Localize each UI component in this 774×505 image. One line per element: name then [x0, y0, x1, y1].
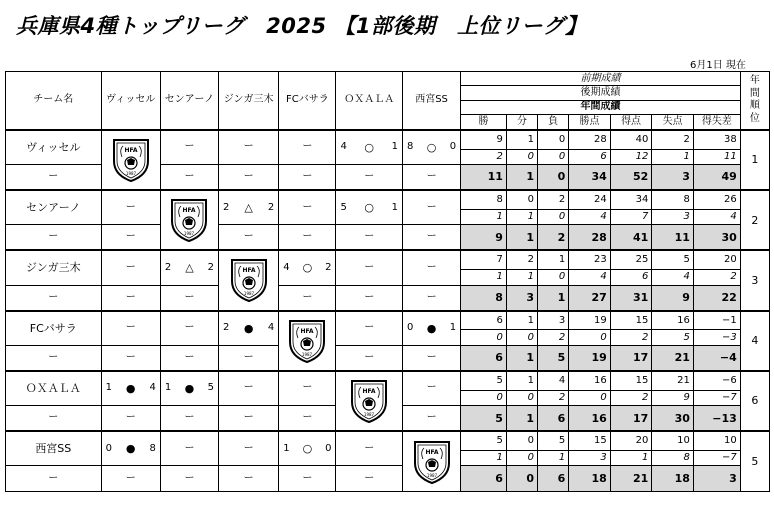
match-result-empty: ー — [279, 130, 336, 165]
team-name: ＯＸＡＬＡ — [6, 371, 102, 406]
match-result-second: ー — [219, 225, 279, 251]
second-half-stat: 0 — [569, 390, 611, 405]
annual-stat: 1 — [506, 406, 537, 432]
team-name: センアーノ — [6, 190, 102, 225]
annual-stat: 41 — [610, 225, 652, 251]
match-result — [219, 190, 279, 225]
self-match-cell — [402, 431, 460, 491]
first-half-stat: 24 — [569, 190, 611, 209]
table-row — [6, 311, 770, 330]
team-name-sub: ー — [6, 225, 102, 251]
first-half-stat: 20 — [610, 431, 652, 450]
result-mark: ○ — [364, 140, 375, 154]
score-opponent: 5 — [207, 382, 215, 394]
first-half-stat: 19 — [569, 311, 611, 330]
second-half-stat: 2 — [610, 330, 652, 345]
column-header-stat: 勝点 — [569, 114, 611, 129]
header-annual: 年間成績 — [461, 100, 741, 114]
first-half-stat: 21 — [652, 371, 694, 390]
first-half-stat: 7 — [461, 250, 507, 269]
annual-stat: 30 — [693, 225, 740, 251]
score-opponent: 2 — [267, 201, 275, 213]
table-row — [6, 431, 770, 450]
match-result-second: ー — [101, 466, 160, 492]
match-result-second: ー — [279, 225, 336, 251]
annual-stat: 16 — [569, 406, 611, 432]
annual-stat: 9 — [652, 285, 694, 311]
result-mark: ● — [243, 321, 254, 335]
annual-rank: 3 — [740, 250, 769, 310]
second-half-stat: 0 — [506, 390, 537, 405]
annual-stat: 0 — [506, 466, 537, 492]
annual-stat: 6 — [461, 345, 507, 371]
annual-rank: 4 — [740, 311, 769, 371]
team-name-sub: ー — [6, 285, 102, 311]
match-result-second: ー — [279, 164, 336, 190]
crest-text: HFA — [182, 207, 196, 215]
first-half-stat: 1 — [538, 250, 569, 269]
annual-stat: 28 — [569, 225, 611, 251]
result-mark: ● — [426, 321, 437, 335]
first-half-stat: 3 — [538, 311, 569, 330]
column-header-team: チーム名 — [6, 72, 102, 130]
first-half-stat: 1 — [506, 130, 537, 149]
annual-stat: 21 — [610, 466, 652, 492]
match-result-empty: ー — [160, 431, 218, 466]
result-mark: ● — [184, 381, 195, 395]
first-half-stat: 5 — [461, 431, 507, 450]
match-result-second: ー — [402, 406, 460, 432]
crest-year: 1987 — [184, 231, 195, 237]
first-half-stat: 26 — [693, 190, 740, 209]
match-result-second: ー — [101, 225, 160, 251]
team-name-sub: ー — [6, 466, 102, 492]
score-own: 0 — [406, 322, 414, 334]
score-opponent: 0 — [449, 141, 457, 153]
score-opponent: 8 — [149, 442, 156, 454]
score-own: 2 — [223, 322, 230, 334]
annual-stat: 49 — [693, 164, 740, 190]
result-mark: △ — [185, 261, 194, 275]
crest-text: HFA — [242, 267, 256, 275]
column-header-opponent: ヴィッセル — [101, 72, 160, 130]
page-title: 兵庫県4種トップリーグ 2025 【1部後期 上位リーグ】 — [16, 14, 587, 38]
second-half-stat: 0 — [461, 390, 507, 405]
annual-rank: 5 — [740, 431, 769, 491]
first-half-stat: 15 — [569, 431, 611, 450]
annual-rank: 1 — [740, 130, 769, 190]
first-half-stat: 6 — [461, 311, 507, 330]
score-opponent: 1 — [391, 201, 398, 213]
second-half-stat: 2 — [538, 330, 569, 345]
first-half-stat: 25 — [610, 250, 652, 269]
match-result-second: ー — [336, 466, 403, 492]
match-result-second: ー — [160, 345, 218, 371]
table-row — [6, 345, 770, 371]
match-result — [101, 371, 160, 406]
column-header-stat: 負 — [538, 114, 569, 129]
match-result-second: ー — [336, 285, 403, 311]
second-half-stat: 7 — [610, 209, 652, 224]
column-header-stat: 得失差 — [693, 114, 740, 129]
match-result — [402, 130, 460, 165]
first-half-stat: 2 — [506, 250, 537, 269]
first-half-stat: 15 — [610, 371, 652, 390]
match-result — [336, 130, 403, 165]
second-half-stat: 0 — [506, 451, 537, 466]
match-result-second: ー — [160, 466, 218, 492]
match-result-second: ー — [336, 345, 403, 371]
match-result-second: ー — [336, 164, 403, 190]
second-half-stat: 3 — [652, 209, 694, 224]
first-half-stat: 4 — [538, 371, 569, 390]
score-own: 1 — [164, 382, 172, 394]
second-half-stat: 0 — [569, 330, 611, 345]
annual-stat: 11 — [652, 225, 694, 251]
annual-stat: 3 — [506, 285, 537, 311]
first-half-stat: 16 — [569, 371, 611, 390]
association-crest-icon — [111, 137, 151, 183]
second-half-stat: 11 — [693, 149, 740, 164]
column-header-stat: 得点 — [610, 114, 652, 129]
result-mark: ○ — [364, 201, 375, 215]
annual-stat: 8 — [461, 285, 507, 311]
second-half-stat: 4 — [693, 209, 740, 224]
first-half-stat: 2 — [652, 130, 694, 149]
first-half-stat: 9 — [461, 130, 507, 149]
match-result-second: ー — [101, 345, 160, 371]
first-half-stat: 0 — [538, 130, 569, 149]
crest-text: HFA — [425, 448, 439, 456]
annual-stat: 21 — [652, 345, 694, 371]
self-match-cell — [101, 130, 160, 190]
self-match-cell — [160, 190, 218, 250]
annual-stat: 52 — [610, 164, 652, 190]
match-result-empty: ー — [219, 431, 279, 466]
second-half-stat: 4 — [652, 270, 694, 285]
column-header-opponent: 西宮SS — [402, 72, 460, 130]
annual-stat: 1 — [506, 225, 537, 251]
match-result-second: ー — [279, 406, 336, 432]
annual-stat: 17 — [610, 406, 652, 432]
first-half-stat: 1 — [506, 371, 537, 390]
table-row — [6, 466, 770, 492]
self-match-cell — [219, 250, 279, 310]
match-result-empty: ー — [101, 190, 160, 225]
self-match-cell — [279, 311, 336, 371]
match-result-second: ー — [219, 164, 279, 190]
crest-text: HFA — [300, 327, 314, 335]
annual-stat: 0 — [538, 164, 569, 190]
annual-stat: −4 — [693, 345, 740, 371]
annual-stat: 6 — [461, 466, 507, 492]
column-header-rank: 年 間 順 位 — [740, 72, 769, 130]
annual-stat: 11 — [461, 164, 507, 190]
match-result-second: ー — [160, 164, 218, 190]
header-second-half: 後期成績 — [461, 86, 741, 100]
first-half-stat: 10 — [652, 431, 694, 450]
annual-stat: 31 — [610, 285, 652, 311]
column-header-stat: 分 — [506, 114, 537, 129]
first-half-stat: 28 — [569, 130, 611, 149]
first-half-stat: 23 — [569, 250, 611, 269]
score-opponent: 1 — [449, 322, 457, 334]
match-result-second: ー — [279, 466, 336, 492]
column-header-opponent: ＯＸＡＬＡ — [336, 72, 403, 130]
result-mark: ○ — [302, 261, 313, 275]
annual-stat: 3 — [693, 466, 740, 492]
second-half-stat: 8 — [652, 451, 694, 466]
match-result-second: ー — [160, 406, 218, 432]
table-row — [6, 190, 770, 209]
annual-stat: 17 — [610, 345, 652, 371]
match-result-second: ー — [336, 225, 403, 251]
crest-text: HFA — [124, 146, 138, 154]
match-result-second: ー — [101, 285, 160, 311]
match-result — [219, 311, 279, 346]
first-half-stat: 0 — [506, 431, 537, 450]
crest-year: 1987 — [243, 291, 254, 297]
crest-year: 1987 — [125, 170, 136, 176]
result-mark: ○ — [302, 442, 313, 456]
second-half-stat: 2 — [461, 149, 507, 164]
result-mark: ○ — [426, 140, 437, 154]
second-half-stat: 6 — [610, 270, 652, 285]
first-half-stat: 5 — [652, 250, 694, 269]
second-half-stat: 1 — [461, 451, 507, 466]
match-result-empty: ー — [219, 371, 279, 406]
column-header-opponent: センアーノ — [160, 72, 218, 130]
second-half-stat: 9 — [652, 390, 694, 405]
annual-stat: 2 — [538, 225, 569, 251]
match-result-second: ー — [279, 285, 336, 311]
match-result-empty: ー — [101, 311, 160, 346]
second-half-stat: 2 — [693, 270, 740, 285]
crest-year: 1987 — [364, 411, 375, 417]
column-header-opponent: FCバサラ — [279, 72, 336, 130]
annual-stat: 9 — [461, 225, 507, 251]
first-half-stat: 16 — [652, 311, 694, 330]
second-half-stat: 0 — [506, 149, 537, 164]
second-half-stat: 0 — [538, 270, 569, 285]
match-result-empty: ー — [336, 311, 403, 346]
first-half-stat: 2 — [538, 190, 569, 209]
team-name: FCバサラ — [6, 311, 102, 346]
association-crest-icon — [169, 197, 209, 243]
second-half-stat: 5 — [652, 330, 694, 345]
score-own: 0 — [105, 442, 112, 454]
second-half-stat: 1 — [506, 270, 537, 285]
team-name: 西宮SS — [6, 431, 102, 466]
self-match-cell — [336, 371, 403, 431]
match-result-empty: ー — [160, 130, 218, 165]
annual-stat: 18 — [652, 466, 694, 492]
second-half-stat: −7 — [693, 451, 740, 466]
second-half-stat: 1 — [610, 451, 652, 466]
match-result — [101, 431, 160, 466]
score-own: 5 — [340, 201, 347, 213]
header-first-half: 前期成績 — [461, 72, 741, 86]
first-half-stat: 5 — [538, 431, 569, 450]
table-row — [6, 285, 770, 311]
table-row — [6, 130, 770, 149]
match-result-second: ー — [402, 285, 460, 311]
annual-rank: 2 — [740, 190, 769, 250]
match-result-second: ー — [219, 406, 279, 432]
annual-stat: 22 — [693, 285, 740, 311]
first-half-stat: 0 — [506, 190, 537, 209]
second-half-stat: 1 — [461, 270, 507, 285]
score-opponent: 2 — [207, 261, 215, 273]
score-own: 2 — [223, 201, 230, 213]
annual-stat: 1 — [538, 285, 569, 311]
score-own: 2 — [164, 261, 172, 273]
match-result — [336, 190, 403, 225]
match-result-second: ー — [219, 345, 279, 371]
second-half-stat: 0 — [461, 330, 507, 345]
score-opponent: 4 — [149, 382, 156, 394]
second-half-stat: 0 — [538, 209, 569, 224]
match-result — [279, 431, 336, 466]
second-half-stat: 12 — [610, 149, 652, 164]
column-header-stat: 勝 — [461, 114, 507, 129]
annual-stat: 30 — [652, 406, 694, 432]
table-row — [6, 250, 770, 269]
second-half-stat: 4 — [569, 270, 611, 285]
first-half-stat: 8 — [652, 190, 694, 209]
match-result-empty: ー — [219, 130, 279, 165]
second-half-stat: 2 — [610, 390, 652, 405]
annual-stat: 3 — [652, 164, 694, 190]
association-crest-icon — [287, 318, 327, 364]
second-half-stat: 0 — [538, 149, 569, 164]
annual-stat: 5 — [538, 345, 569, 371]
second-half-stat: 3 — [569, 451, 611, 466]
annual-stat: 34 — [569, 164, 611, 190]
second-half-stat: −7 — [693, 390, 740, 405]
table-row — [6, 371, 770, 390]
second-half-stat: 6 — [569, 149, 611, 164]
match-result-second: ー — [219, 466, 279, 492]
match-result-second: ー — [402, 164, 460, 190]
result-mark: ● — [125, 381, 136, 395]
annual-rank: 6 — [740, 371, 769, 431]
second-half-stat: −3 — [693, 330, 740, 345]
match-result-second: ー — [402, 225, 460, 251]
match-result-empty: ー — [402, 250, 460, 285]
first-half-stat: 15 — [610, 311, 652, 330]
result-mark: △ — [244, 201, 253, 215]
match-result-empty: ー — [336, 250, 403, 285]
second-half-stat: 0 — [506, 330, 537, 345]
match-result-empty: ー — [336, 431, 403, 466]
team-name-sub: ー — [6, 345, 102, 371]
second-half-stat: 1 — [652, 149, 694, 164]
match-result-second: ー — [101, 406, 160, 432]
score-opponent: 4 — [267, 322, 275, 334]
annual-stat: 19 — [569, 345, 611, 371]
annual-stat: 18 — [569, 466, 611, 492]
first-half-stat: 10 — [693, 431, 740, 450]
first-half-stat: 38 — [693, 130, 740, 149]
second-half-stat: 1 — [538, 451, 569, 466]
first-half-stat: 34 — [610, 190, 652, 209]
table-row — [6, 225, 770, 251]
first-half-stat: 1 — [506, 311, 537, 330]
first-half-stat: −1 — [693, 311, 740, 330]
match-result-empty: ー — [402, 371, 460, 406]
association-crest-icon — [229, 257, 269, 303]
column-header-opponent: ジンガ三木 — [219, 72, 279, 130]
match-result-second: ー — [160, 285, 218, 311]
match-result-second: ー — [402, 345, 460, 371]
team-name: ジンガ三木 — [6, 250, 102, 285]
column-header-stat: 失点 — [652, 114, 694, 129]
association-crest-icon — [349, 378, 389, 424]
second-half-stat: 1 — [461, 209, 507, 224]
annual-stat: 1 — [506, 164, 537, 190]
second-half-stat: 2 — [538, 390, 569, 405]
match-result — [402, 311, 460, 346]
score-opponent: 0 — [325, 442, 332, 454]
match-result-empty: ー — [402, 190, 460, 225]
first-half-stat: 20 — [693, 250, 740, 269]
match-result-empty: ー — [160, 311, 218, 346]
first-half-stat: 8 — [461, 190, 507, 209]
score-own: 1 — [283, 442, 290, 454]
score-opponent: 1 — [391, 141, 398, 153]
match-result — [160, 371, 218, 406]
first-half-stat: 5 — [461, 371, 507, 390]
annual-stat: 5 — [461, 406, 507, 432]
second-half-stat: 1 — [506, 209, 537, 224]
result-mark: ● — [125, 442, 136, 456]
match-result-empty: ー — [279, 190, 336, 225]
as-of-date: 6月1日 現在 — [690, 60, 746, 71]
first-half-stat: −6 — [693, 371, 740, 390]
crest-text: HFA — [362, 387, 376, 395]
team-name: ヴィッセル — [6, 130, 102, 165]
score-own: 4 — [283, 261, 290, 273]
team-name-sub: ー — [6, 164, 102, 190]
second-half-stat: 4 — [569, 209, 611, 224]
match-result — [160, 250, 218, 285]
crest-year: 1987 — [426, 472, 437, 478]
annual-stat: 6 — [538, 466, 569, 492]
match-result — [279, 250, 336, 285]
match-result-empty: ー — [101, 250, 160, 285]
association-crest-icon — [412, 439, 452, 485]
team-name-sub: ー — [6, 406, 102, 432]
score-own: 4 — [340, 141, 347, 153]
crest-year: 1987 — [302, 351, 313, 357]
annual-stat: 1 — [506, 345, 537, 371]
first-half-stat: 40 — [610, 130, 652, 149]
annual-stat: 6 — [538, 406, 569, 432]
score-own: 1 — [105, 382, 112, 394]
league-table — [5, 71, 770, 492]
annual-stat: −13 — [693, 406, 740, 432]
match-result-empty: ー — [279, 371, 336, 406]
score-opponent: 2 — [325, 261, 332, 273]
annual-stat: 27 — [569, 285, 611, 311]
score-own: 8 — [406, 141, 414, 153]
